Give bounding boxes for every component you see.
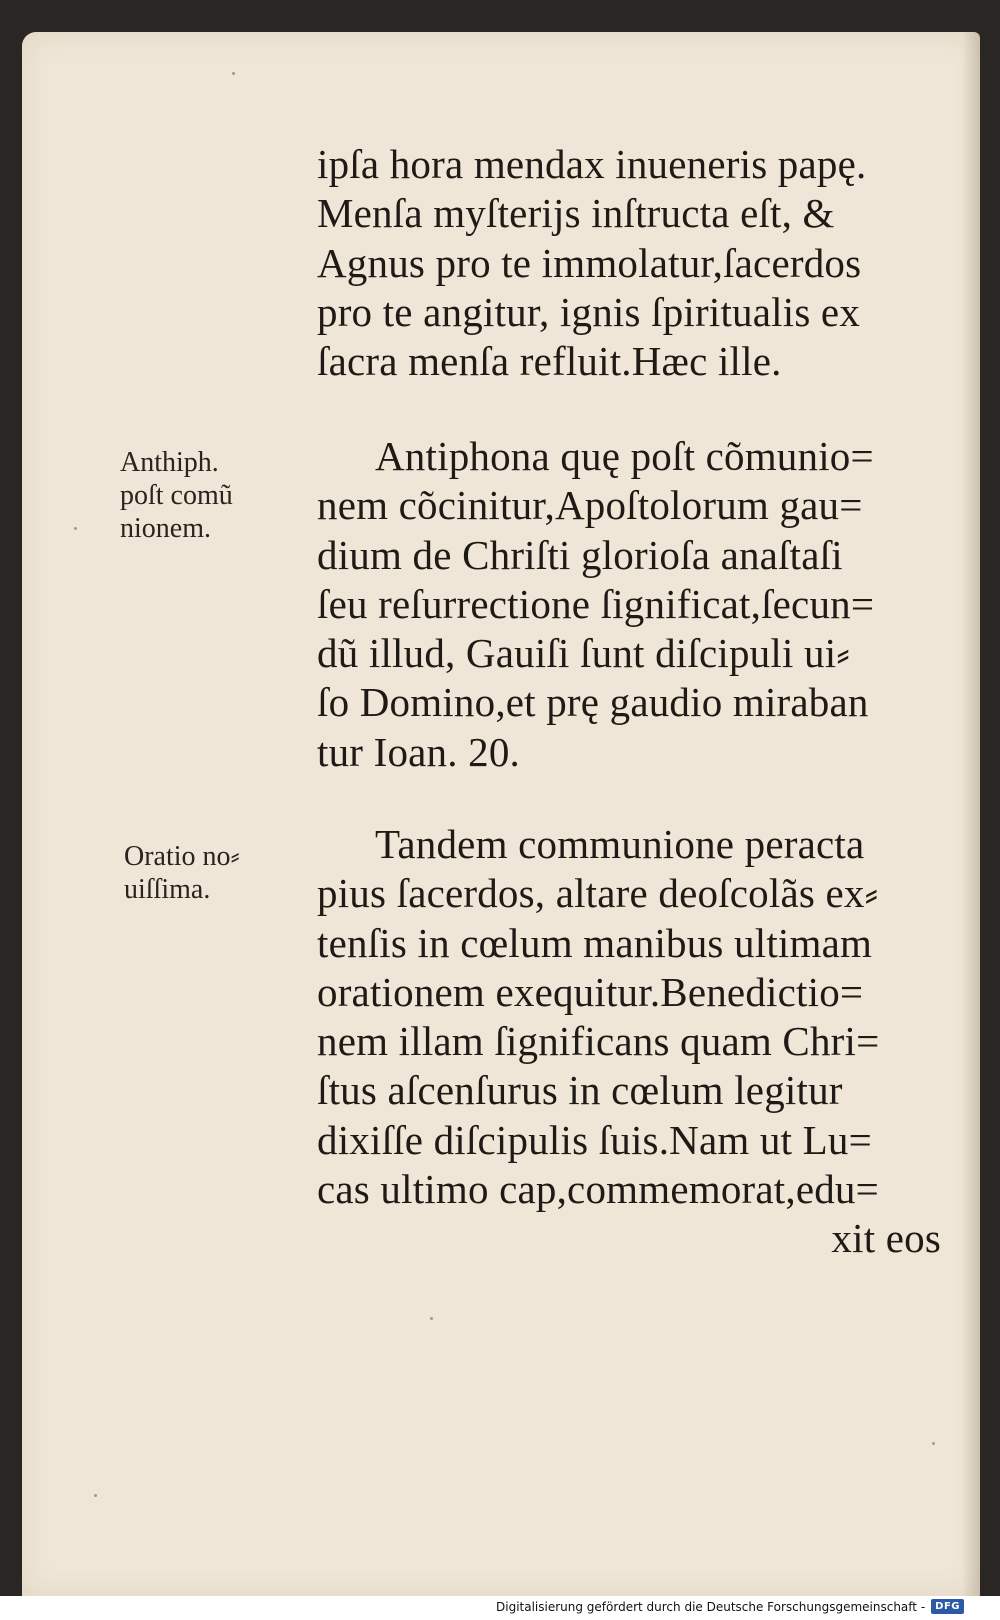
text-line: ipſa hora mendax inueneris papę.	[317, 141, 867, 187]
margin-note-antiphon	[120, 446, 290, 545]
paper-speck	[932, 1442, 935, 1445]
text-line: dium de Chriſti glorioſa anaſtaſi	[317, 531, 843, 578]
text-line: nem cõcinitur,Apoſtolorum gau=	[317, 482, 863, 529]
catchword: xit eos	[831, 1215, 941, 1262]
text-line: dixiſſe diſcipulis ſuis.Nam ut Lu=	[317, 1116, 872, 1163]
paragraph-2	[317, 432, 947, 777]
paragraph-1	[317, 140, 947, 386]
margin-note-oratio	[124, 840, 294, 906]
text-line: tenſis in cœlum manibus ultimam	[317, 919, 873, 966]
dfg-logo: DFG	[931, 1599, 964, 1614]
text-line: Antiphona quę poſt cõmunio=	[375, 433, 874, 479]
text-line: nem illam ſignificans quam Chri=	[317, 1018, 880, 1065]
book-page	[22, 32, 980, 1596]
credit-text: Digitalisierung gefördert durch die Deutsche Forschungsgemeinschaft -	[496, 1599, 926, 1614]
text-line: Menſa myſterijs inſtructa eſt, &	[317, 190, 835, 237]
digitization-credit	[496, 1599, 964, 1614]
margin-note-line: Oratio no⸗	[124, 841, 240, 872]
paragraph-3	[317, 820, 947, 1264]
text-line: pius ſacerdos, altare deoſcolãs ex⸗	[317, 870, 879, 917]
text-line: orationem exequitur.Benedictio=	[317, 968, 864, 1015]
text-line: ſo Domino,et prę gaudio miraban	[317, 679, 869, 726]
text-line: Agnus pro te immolatur,ſacerdos	[317, 239, 862, 286]
paper-speck	[232, 72, 235, 75]
margin-note-line: poſt comũ	[120, 480, 233, 511]
margin-note-line: uiſſima.	[124, 874, 211, 905]
paper-speck	[74, 527, 77, 530]
text-line: pro te angitur, ignis ſpiritualis ex	[317, 288, 861, 335]
text-line: cas ultimo cap,commemorat,edu=	[317, 1166, 879, 1213]
text-line: tur Ioan. 20.	[317, 728, 520, 775]
paper-speck	[94, 1494, 97, 1497]
margin-note-line: nionem.	[120, 513, 211, 544]
text-line: ſacra menſa refluit.Hæc ille.	[317, 338, 782, 385]
paper-speck	[430, 1317, 433, 1320]
text-line: dũ illud, Gauiſi ſunt diſcipuli ui⸗	[317, 630, 851, 677]
text-line: ſtus aſcenſurus in cœlum legitur	[317, 1067, 843, 1114]
text-line: Tandem communione peracta	[375, 821, 865, 867]
text-line: ſeu reſurrectione ſignificat,ſecun=	[317, 580, 875, 627]
margin-note-line: Anthiph.	[120, 447, 219, 478]
